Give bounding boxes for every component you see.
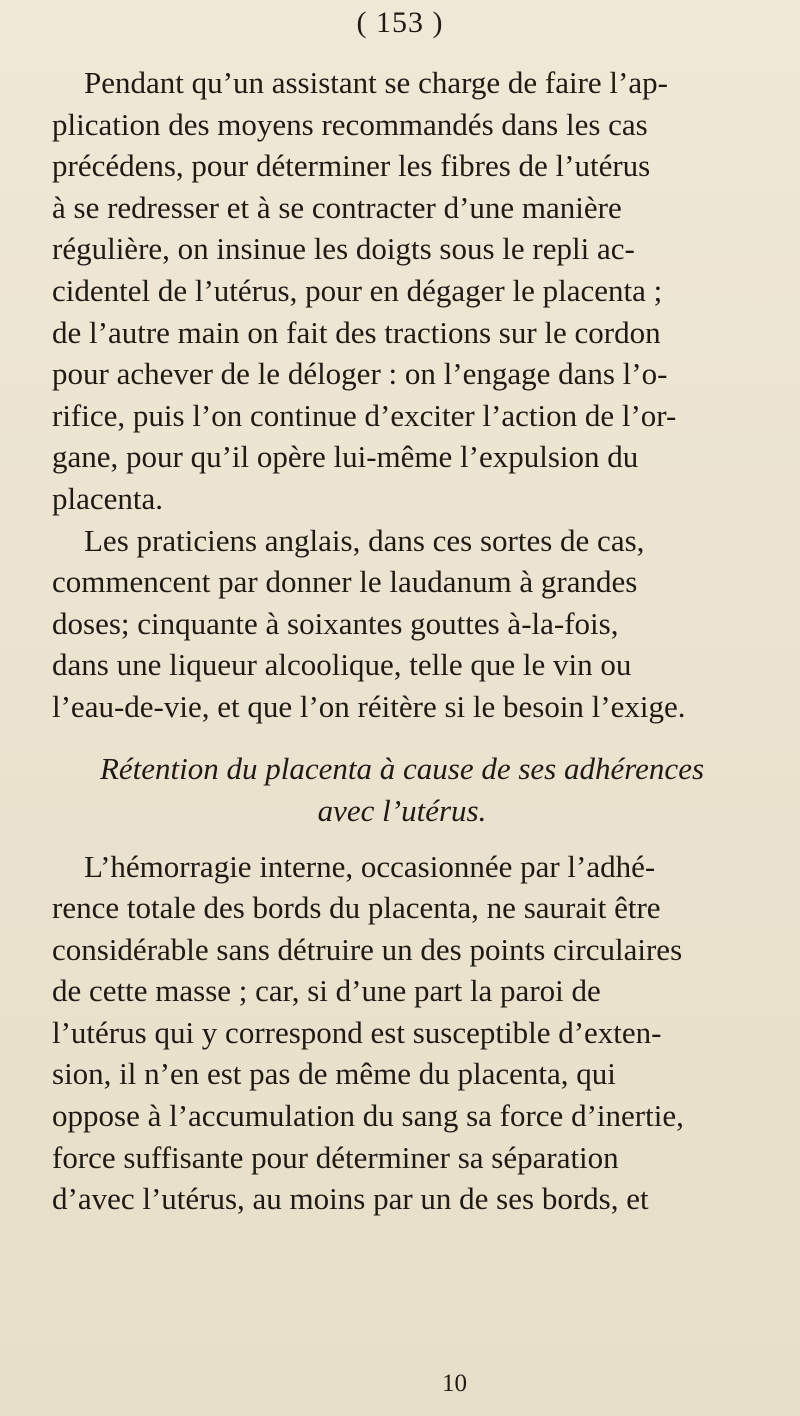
text-line: considérable sans détruire un des points circulaires bbox=[52, 931, 683, 967]
text-block bbox=[52, 62, 752, 1220]
text-line: commencent par donner le laudanum à grandes bbox=[52, 564, 638, 600]
section-heading bbox=[52, 748, 752, 832]
text-line: de cette masse ; car, si d’une part la paroi de bbox=[52, 973, 601, 1009]
text-line: l’eau-de-vie, et que l’on réitère si le besoin l’exige. bbox=[52, 688, 686, 724]
text-line: placenta. bbox=[52, 480, 164, 516]
heading-line: avec l’utérus. bbox=[317, 792, 487, 828]
text-line: régulière, on insinue les doigts sous le repli ac- bbox=[52, 231, 635, 267]
signature-mark bbox=[0, 1370, 800, 1398]
page-number: ( 153 ) bbox=[356, 6, 444, 39]
text-line: Pendant qu’un assistant se charge de faire l’ap- bbox=[84, 65, 668, 100]
text-line: rifice, puis l’on continue d’exciter l’action de l’or- bbox=[52, 397, 677, 433]
text-line: rence totale des bords du placenta, ne saurait être bbox=[52, 890, 661, 926]
signature-number: 10 bbox=[442, 1370, 467, 1397]
text-line: précédens, pour déterminer les fibres de l’utérus bbox=[52, 148, 651, 184]
heading-line: Rétention du placenta à cause de ses adhérences bbox=[99, 750, 705, 786]
paragraph-3 bbox=[52, 846, 752, 1220]
text-line: d’avec l’utérus, au moins par un de ses bords, et bbox=[52, 1181, 649, 1217]
text-line: cidentel de l’utérus, pour en dégager le placenta ; bbox=[52, 272, 663, 308]
text-line: dans une liqueur alcoolique, telle que le vin ou bbox=[52, 647, 632, 683]
text-line: sion, il n’en est pas de même du placenta, qui bbox=[52, 1056, 616, 1092]
text-line: pour achever de le déloger : on l’engage dans l’o- bbox=[52, 356, 668, 392]
text-line: plication des moyens recommandés dans les cas bbox=[52, 106, 648, 142]
text-line: gane, pour qu’il opère lui-même l’expulsion du bbox=[52, 439, 639, 475]
text-line: force suffisante pour déterminer sa séparation bbox=[52, 1139, 619, 1175]
text-line: oppose à l’accumulation du sang sa force d’inertie, bbox=[52, 1098, 684, 1134]
text-line: à se redresser et à se contracter d’une manière bbox=[52, 189, 622, 225]
text-line: Les praticiens anglais, dans ces sortes de cas, bbox=[84, 522, 645, 558]
text-line: l’utérus qui y correspond est susceptible d’exten- bbox=[52, 1014, 662, 1050]
text-line: doses; cinquante à soixantes gouttes à-la-fois, bbox=[52, 605, 619, 641]
paragraph-1 bbox=[52, 62, 752, 520]
paragraph-2 bbox=[52, 520, 752, 728]
text-line: L’hémorragie interne, occasionnée par l’adhé- bbox=[84, 848, 656, 884]
text-line: de l’autre main on fait des tractions sur le cordon bbox=[52, 314, 661, 350]
